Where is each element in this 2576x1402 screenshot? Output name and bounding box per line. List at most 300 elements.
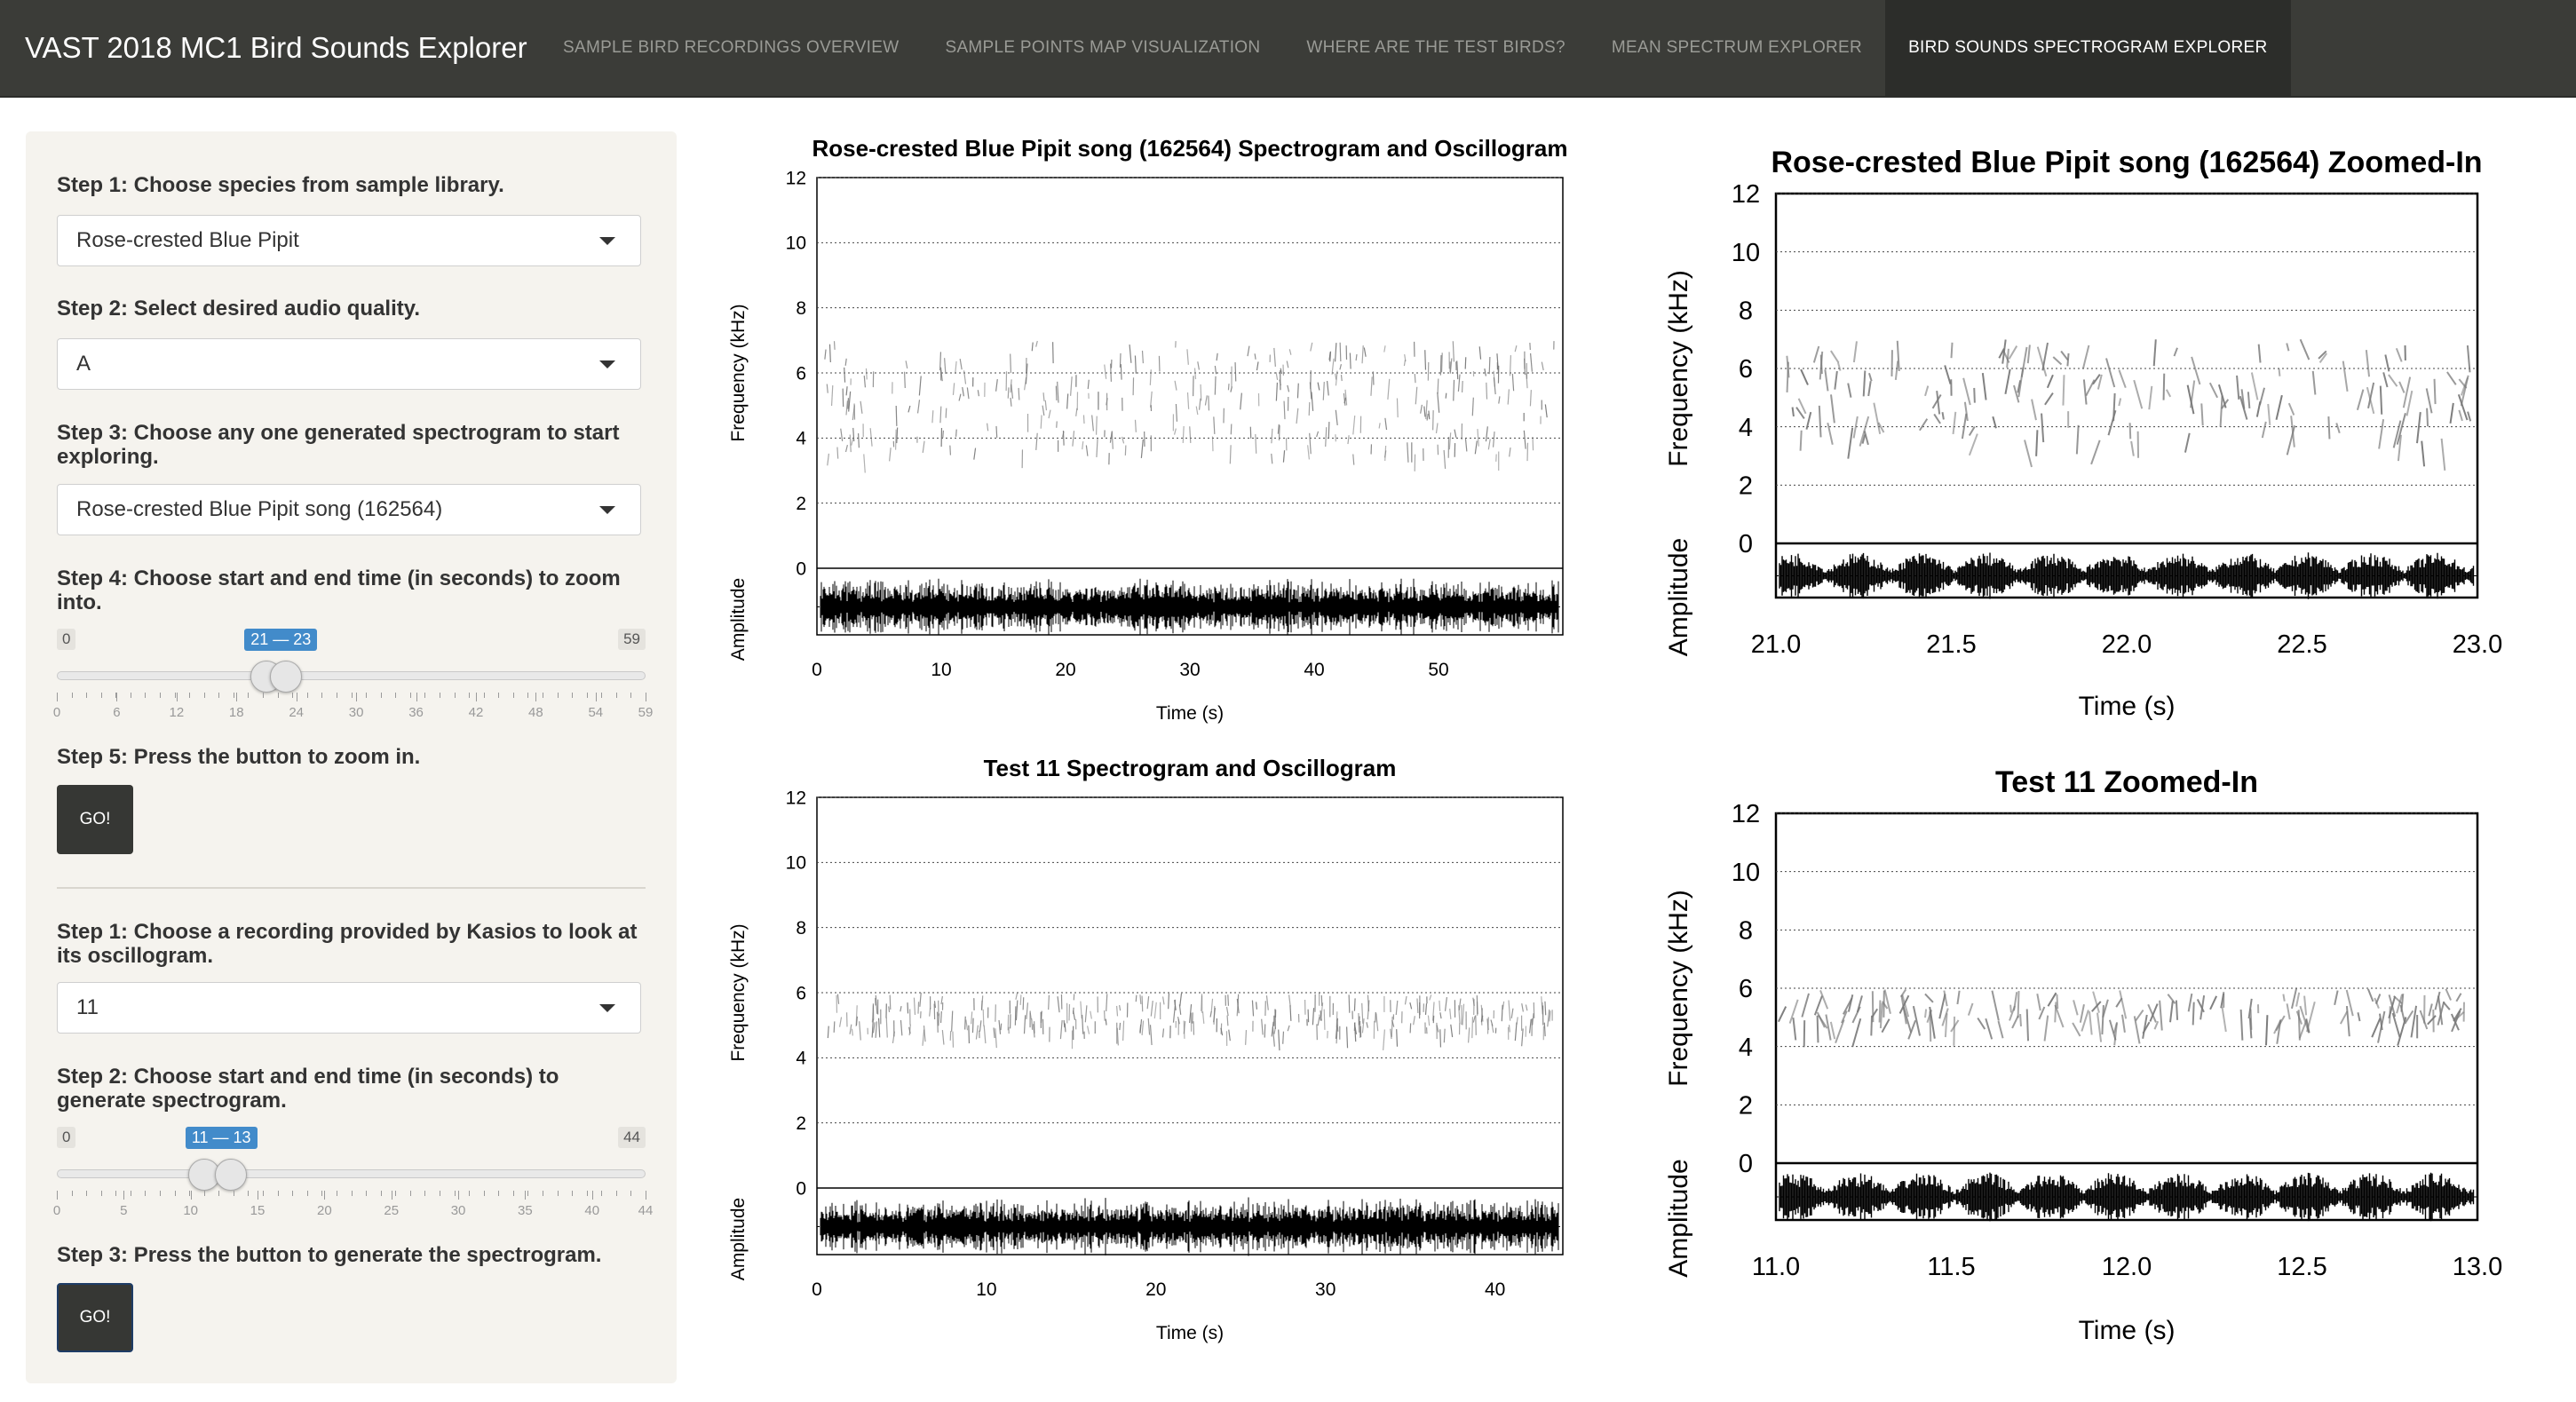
slider-minor-tick [381,693,382,698]
spectrogram-mark [1440,1029,1441,1047]
generate-spectrogram-go-button[interactable]: GO! [57,1283,133,1352]
spectrogram-mark [1184,1021,1185,1039]
spectrogram-mark [1525,359,1526,375]
y-tick-label: 0 [796,558,806,580]
amplitude-axis-label: Amplitude [1664,1159,1693,1278]
spectrogram-mark [1429,411,1430,420]
spectrogram-mark [1442,352,1443,372]
y-tick-label: 12 [1731,800,1761,829]
slider-tick-label: 0 [52,705,61,720]
slider-min-label: 0 [57,1127,75,1148]
y-axis-label: Frequency (kHz) [1664,890,1693,1087]
slider-minor-tick [455,1191,456,1196]
slider-minor-tick [616,1191,617,1196]
y-tick-label: 4 [796,428,806,449]
chart-title: Rose-crested Blue Pipit song (162564) Zoomed-In [1771,146,2483,179]
slider-minor-tick [189,693,190,698]
chevron-down-icon [599,237,615,245]
slider-minor-tick [587,1191,588,1196]
spectrogram-range-slider[interactable] [52,1127,654,1224]
slider-minor-tick [145,1191,146,1196]
step5-zoom-label: Step 5: Press the button to zoom in. [57,745,421,769]
x-tick-label: 0 [812,1279,822,1300]
x-tick-label: 40 [1484,1279,1506,1300]
y-tick-label: 2 [796,1113,806,1135]
y-tick-label: 8 [796,298,806,320]
slider-major-tick [57,1191,58,1200]
spectrogram-mark [1230,445,1231,463]
slider-tick-label: 59 [638,705,654,720]
slider-minor-tick [410,1191,411,1196]
spectrogram-mark [1341,375,1342,381]
spectrogram-mark [1328,422,1329,439]
slider-tick-label: 5 [120,1203,128,1218]
spectrogram-mark [1462,381,1463,392]
spectrogram-select-value: Rose-crested Blue Pipit song (162564) [76,497,443,521]
x-tick-label: 30 [1315,1279,1336,1300]
slider-major-tick [57,693,58,701]
y-tick-label: 6 [1738,355,1754,384]
x-tick-label: 21.5 [1926,630,1977,659]
spectrogram-mark [834,1021,835,1032]
app-title: VAST 2018 MC1 Bird Sounds Explorer [25,31,527,64]
spectrogram-mark [1542,1002,1543,1010]
slider-tick-label: 35 [518,1203,533,1218]
slider-minor-tick [263,1191,264,1196]
slider-max-label: 59 [618,629,646,650]
y-tick-label: 2 [796,494,806,515]
slider-minor-tick [572,693,573,698]
amplitude-axis-label: Amplitude [1664,537,1693,657]
slider-ticks [52,1191,654,1226]
slider-minor-tick [527,1191,528,1196]
spectrogram-mark [1063,431,1064,446]
y-tick-label: 10 [1731,858,1761,887]
slider-tick-label: 54 [588,705,604,720]
navbar [0,0,2576,98]
tab-sample-points-map[interactable]: SAMPLE POINTS MAP VISUALIZATION [945,38,1261,57]
spectrogram-mark [1008,387,1009,398]
slider-major-tick [324,1191,325,1200]
spectrogram-mark [1020,994,1021,1005]
spectrogram-mark [1793,408,1794,416]
y-axis-label: Frequency (kHz) [728,923,749,1062]
spectrogram-mark [1533,437,1534,450]
spectrogram-mark [1105,1010,1106,1021]
x-axis-label: Time (s) [2078,1316,2176,1345]
tab-sample-recordings-overview[interactable]: SAMPLE BIRD RECORDINGS OVERVIEW [563,38,900,57]
spectrogram-mark [1801,431,1802,451]
spectrogram-mark [943,431,944,438]
x-tick-label: 10 [931,660,952,680]
slider-minor-tick [395,693,396,698]
spectrogram-mark [1354,1022,1355,1030]
spectrogram-mark [1142,996,1143,1012]
spectrogram-mark [829,345,830,362]
chart-title: Rose-crested Blue Pipit song (162564) Spectrogram and Oscillogram [812,135,1568,162]
slider-major-tick [116,693,117,701]
spectrogram-mark [2027,1010,2028,1042]
tab-where-are-test-birds[interactable]: WHERE ARE THE TEST BIRDS? [1306,38,1565,57]
test-zoomed-spectrogram-plot [1634,753,2522,1366]
spectrogram-mark [1227,1016,1228,1026]
y-axis-label: Frequency (kHz) [1664,270,1693,467]
spectrogram-mark [859,433,860,448]
slider-minor-tick [248,1191,249,1196]
spectrogram-mark [2427,408,2428,427]
chevron-down-icon [599,1004,615,1012]
y-tick-label: 6 [1738,975,1754,1004]
slider-minor-tick [307,693,308,698]
slider-minor-tick [630,693,631,698]
slider-minor-tick [248,693,249,698]
spectrogram-mark [1083,415,1084,424]
slider-tick-label: 15 [250,1203,266,1218]
slider-ticks [52,693,654,728]
spectrogram-mark [1787,362,1788,392]
spectrogram-mark [2020,1014,2021,1026]
spectrogram-mark [953,1032,954,1048]
spectrogram-mark [1097,416,1098,435]
slider-tick-label: 24 [289,705,305,720]
slider-minor-tick [86,693,87,698]
spectrogram-mark [1283,1032,1284,1044]
step4-zoom-range-label: Step 4: Choose start and end time (in seconds) to zoom into. [57,566,621,614]
y-tick-label: 2 [1738,471,1754,501]
slider-minor-tick [307,1191,308,1196]
spectrogram-mark [1159,356,1160,371]
spectrogram-mark [1228,384,1229,390]
spectrogram-mark [996,426,997,438]
spectrogram-mark [1231,424,1232,434]
spectrogram-mark [972,1018,973,1034]
slider-track[interactable] [57,1169,646,1178]
spectrogram-mark [896,406,897,426]
chart-title: Test 11 Zoomed-In [1995,765,2258,799]
spectrogram-mark [1397,1029,1398,1047]
spectrogram-mark [1871,1016,1872,1036]
slider-tick-label: 6 [113,705,121,720]
slider-minor-tick [292,693,293,698]
spectrogram-mark [1438,378,1439,393]
x-tick-label: 40 [1304,660,1325,680]
slider-minor-tick [115,1191,116,1196]
slider-minor-tick [160,1191,161,1196]
spectrogram-chart [1634,133,2522,737]
x-tick-label: 21.0 [1750,630,1802,659]
slider-tick-label: 42 [468,705,484,720]
x-tick-label: 20 [1055,660,1076,680]
kasios-step2-label: Step 2: Choose start and end time (in seconds) to generate spectrogram. [57,1065,559,1113]
slider-tick-label: 40 [584,1203,600,1218]
y-tick-label: 4 [1738,1033,1754,1062]
y-tick-label: 6 [796,983,806,1004]
x-tick-label: 10 [976,1279,997,1300]
kasios-step1-label: Step 1: Choose a recording provided by Kasios to look at its oscillogram. [57,920,638,968]
y-tick-label: 8 [1738,916,1754,946]
slider-minor-tick [263,693,264,698]
zoom-go-button[interactable]: GO! [57,785,133,854]
spectrogram-mark [969,1026,970,1043]
step2-quality-label: Step 2: Select desired audio quality. [57,297,420,321]
slider-tick-label: 25 [384,1203,400,1218]
spectrogram-mark [1433,410,1434,430]
spectrogram-mark [983,1010,984,1026]
spectrogram-chart [710,753,1581,1357]
species-select[interactable] [57,215,641,266]
y-tick-label: 10 [785,852,806,874]
slider-minor-tick [498,693,499,698]
spectrogram-mark [1472,1017,1473,1038]
slider-track[interactable] [57,671,646,680]
spectrogram-mark [1264,1024,1265,1037]
spectrogram-mark [1256,1002,1257,1009]
y-tick-label: 8 [1738,297,1754,326]
y-axis-label: Frequency (kHz) [728,304,749,442]
chevron-down-icon [599,360,615,368]
spectrogram-mark [2381,386,2382,415]
tab-spectrogram-explorer[interactable]: BIRD SOUNDS SPECTROGRAM EXPLORER [1885,0,2290,97]
tab-mean-spectrum-explorer[interactable]: MEAN SPECTRUM EXPLORER [1611,38,1863,57]
step3-spectrogram-label: Step 3: Choose any one generated spectrogram to start exploring. [57,421,620,469]
spectrogram-chart [710,133,1581,737]
plot-frame [817,178,1563,635]
slider-minor-tick [484,693,485,698]
x-tick-label: 12.0 [2101,1253,2152,1281]
spectrogram-mark [1465,357,1466,368]
slider-minor-tick [145,693,146,698]
slider-minor-tick [558,1191,559,1196]
slider-range-badge: 21 — 23 [244,629,317,651]
spectrogram-mark [1425,350,1426,369]
slider-minor-tick [175,693,176,698]
slider-tick-label: 10 [183,1203,199,1218]
x-tick-label: 13.0 [2452,1253,2503,1281]
slider-tick-label: 20 [317,1203,332,1218]
quality-select[interactable] [57,338,641,390]
slider-major-tick [191,1191,192,1200]
slider-major-tick [592,1191,593,1200]
spectrogram-mark [2435,379,2436,404]
x-tick-label: 0 [812,660,822,680]
slider-end-handle[interactable] [270,661,302,693]
spectrogram-mark [1487,1017,1488,1034]
spectrogram-mark [1246,1030,1247,1045]
spectrogram-mark [1340,343,1341,361]
slider-minor-tick [601,1191,602,1196]
y-tick-label: 4 [796,1048,806,1069]
spectrogram-mark [2130,423,2131,439]
x-axis-label: Time (s) [1155,1323,1225,1343]
spectrogram-mark [1140,1025,1141,1033]
spectrogram-mark [1235,362,1236,381]
slider-major-tick [596,693,597,701]
spectrogram-mark [1942,412,1943,419]
slider-minor-tick [469,693,470,698]
spectrogram-mark [889,1006,890,1011]
spectrogram-mark [1057,421,1058,427]
spectrogram-mark [1354,998,1355,1010]
slider-minor-tick [160,693,161,698]
slider-minor-tick [381,1191,382,1196]
y-tick-label: 2 [1738,1091,1754,1121]
spectrogram-mark [965,1017,966,1030]
spectrogram-mark [1056,386,1057,400]
spectrogram-mark [941,1011,942,1023]
spectrogram-mark [1136,995,1137,1002]
slider-major-tick [356,693,357,701]
spectrogram-mark [1410,1023,1411,1033]
spectrogram-mark [2164,374,2165,400]
spectrogram-mark [940,352,941,370]
plot-frame [1776,194,2477,598]
y-tick-label: 4 [1738,413,1754,442]
slider-minor-tick [558,693,559,698]
slider-range-badge: 11 — 13 [186,1127,258,1149]
slider-minor-tick [101,693,102,698]
spectrogram-mark [2067,353,2068,366]
spectrogram-mark [2193,1002,2194,1026]
slider-minor-tick [587,693,588,698]
spectrogram-mark [1880,1001,1881,1023]
species-select-value: Rose-crested Blue Pipit [76,228,299,252]
recording-select-value: 11 [76,995,99,1019]
slider-minor-tick [484,1191,485,1196]
spectrogram-mark [1309,402,1310,416]
slider-minor-tick [395,1191,396,1196]
spectrogram-mark [1032,1018,1033,1030]
slider-minor-tick [527,693,528,698]
slider-minor-tick [352,693,353,698]
slider-minor-tick [366,1191,367,1196]
spectrogram-mark [1053,342,1054,363]
spectrogram-mark [1397,398,1398,417]
recording-select[interactable] [57,982,641,1034]
zoom-range-slider[interactable] [52,629,654,726]
spectrogram-mark [918,1002,919,1013]
spectrogram-mark [1125,445,1126,455]
spectrogram-mark [2201,403,2202,425]
slider-major-tick [458,1191,459,1200]
test-spectrogram-plot [710,753,1581,1357]
spectrogram-mark [837,448,838,459]
slider-minor-tick [572,1191,573,1196]
x-axis-label: Time (s) [2078,692,2176,721]
y-tick-label: 10 [785,233,806,254]
slider-minor-tick [321,693,322,698]
spectrogram-mark [1214,1006,1215,1025]
spectrogram-mark [1001,1024,1002,1030]
spectrogram-mark [2176,1001,2177,1020]
slider-major-tick [476,693,477,701]
slider-minor-tick [278,1191,279,1196]
slider-minor-tick [218,693,219,698]
y-tick-label: 0 [1738,530,1754,559]
chart-title: Test 11 Spectrogram and Oscillogram [983,755,1397,781]
slider-major-tick [123,1191,124,1200]
spectrogram-mark [896,430,897,450]
slider-tick-label: 48 [528,705,543,720]
slider-minor-tick [72,1191,73,1196]
slider-minor-tick [469,1191,470,1196]
slider-tick-label: 30 [348,705,364,720]
x-tick-label: 22.0 [2101,630,2152,659]
slider-minor-tick [218,1191,219,1196]
slider-minor-tick [72,693,73,698]
spectrogram-mark [1545,1002,1546,1016]
sample-spectrogram-plot [710,133,1581,737]
section-divider [57,887,646,889]
slider-minor-tick [498,1191,499,1196]
slider-major-tick [236,693,237,701]
y-tick-label: 8 [796,918,806,939]
slider-tick-label: 0 [52,1203,61,1218]
spectrogram-mark [1212,436,1213,451]
spectrogram-mark [1023,997,1024,1010]
slider-tick-label: 44 [638,1203,654,1218]
spectrogram-mark [1221,1024,1222,1034]
x-tick-label: 22.5 [2277,630,2327,659]
spectrogram-select[interactable] [57,484,641,535]
slider-min-label: 0 [57,629,75,650]
spectrogram-mark [1349,994,1350,1012]
spectrogram-mark [946,408,947,418]
y-tick-label: 12 [785,788,806,809]
sidebar-panel [26,131,677,1383]
spectrogram-mark [1446,393,1447,399]
quality-select-value: A [76,352,91,376]
amplitude-axis-label: Amplitude [728,577,749,661]
slider-tick-label: 36 [408,705,424,720]
spectrogram-mark [1136,420,1137,432]
slider-minor-tick [101,1191,102,1196]
slider-minor-tick [455,693,456,698]
slider-minor-tick [292,1191,293,1196]
slider-end-handle[interactable] [215,1159,247,1191]
slider-tick-label: 30 [450,1203,466,1218]
x-tick-label: 50 [1428,660,1449,680]
spectrogram-mark [905,372,906,388]
spectrogram-mark [1121,364,1122,380]
spectrogram-mark [1120,1023,1121,1030]
slider-minor-tick [424,1191,425,1196]
spectrogram-mark [2279,368,2280,376]
x-tick-label: 23.0 [2452,630,2503,659]
slider-major-tick [416,693,417,701]
slider-major-tick [525,1191,526,1200]
spectrogram-mark [2055,1002,2056,1022]
x-tick-label: 20 [1145,1279,1167,1300]
amplitude-axis-label: Amplitude [728,1197,749,1281]
slider-minor-tick [616,693,617,698]
spectrogram-mark [835,341,836,350]
y-tick-label: 10 [1731,238,1761,267]
slider-minor-tick [366,693,367,698]
spectrogram-mark [1324,1010,1325,1030]
y-tick-label: 6 [796,363,806,384]
spectrogram-mark [2018,991,2019,1018]
y-tick-label: 0 [796,1178,806,1200]
spectrogram-mark [1439,1001,1440,1011]
slider-tick-label: 12 [169,705,185,720]
y-tick-label: 0 [1738,1150,1754,1179]
spectrogram-mark [1440,355,1441,376]
x-tick-label: 11.0 [1751,1253,1801,1281]
nav-tabs [540,0,2291,97]
spectrogram-chart [1634,753,2522,1366]
spectrogram-mark [1041,415,1042,428]
slider-minor-tick [513,693,514,698]
